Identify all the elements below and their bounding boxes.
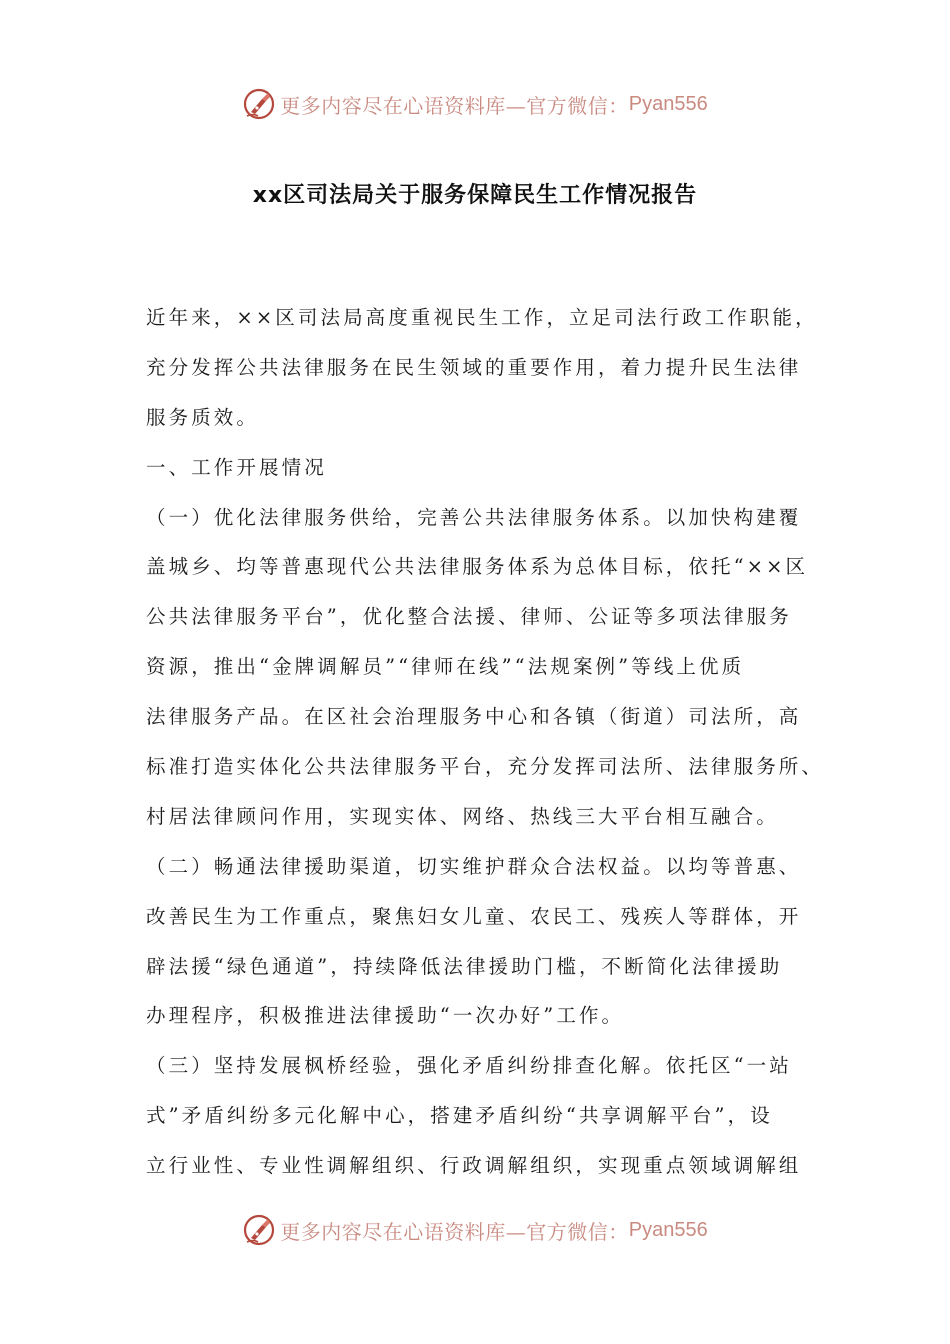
text-line: 村居法律顾问作用，实现实体、网络、热线三大平台相互融合。 (146, 804, 779, 828)
document-body (146, 293, 825, 1191)
document-title: xx区司法局关于服务保障民生工作情况报告 (252, 183, 698, 208)
text-line: 资源，推出“金牌调解员”“律师在线”“法规案例”等线上优质 (146, 655, 745, 679)
watermark-content (242, 87, 707, 121)
text-line: 立行业性、专业性调解组织、行政调解组织，实现重点领域调解组 (146, 1154, 802, 1178)
pen-nib-logo-icon (242, 1213, 276, 1247)
watermark-text: 更多内容尽在心语资料库—官方微信： (280, 1219, 629, 1244)
watermark-text: 更多内容尽在心语资料库—官方微信： (280, 93, 629, 118)
text-line: 近年来，××区司法局高度重视民生工作，立足司法行政工作职能， (146, 306, 818, 329)
text-line: 办理程序，积极推进法律援助“一次办好”工作。 (146, 1004, 625, 1028)
text-line: 法律服务产品。在区社会治理服务中心和各镇（街道）司法所，高 (146, 705, 802, 729)
watermark-wechat-id: Pyan556 (628, 1218, 708, 1241)
text-line: （一）优化法律服务供给，完善公共法律服务体系。以加快构建覆 (146, 505, 802, 529)
text-line: 改善民生为工作重点，聚焦妇女儿童、农民工、残疾人等群体，开 (146, 904, 802, 928)
text-line: 式”矛盾纠纷多元化解中心，搭建矛盾纠纷“共享调解平台”，设 (146, 1104, 773, 1128)
watermark-banner-bottom (0, 1210, 950, 1250)
text-line: （二）畅通法律援助渠道，切实维护群众合法权益。以均等普惠、 (146, 854, 802, 878)
text-line: 充分发挥公共法律服务在民生领域的重要作用，着力提升民生法律 (146, 355, 802, 379)
text-line: （三）坚持发展枫桥经验，强化矛盾纠纷排查化解。依托区“一站 (146, 1054, 792, 1078)
text-line: 标准打造实体化公共法律服务平台，充分发挥司法所、法律服务所、 (146, 755, 825, 779)
text-line: 公共法律服务平台”，优化整合法援、律师、公证等多项法律服务 (146, 605, 792, 629)
watermark-content (242, 1213, 707, 1247)
text-line: 辟法援“绿色通道”，持续降低法律援助门槛，不断简化法律援助 (146, 954, 783, 978)
text-line: 盖城乡、均等普惠现代公共法律服务体系为总体目标，依托“××区 (146, 555, 809, 579)
text-line: 服务质效。 (146, 405, 260, 429)
section-heading: 一、工作开展情况 (146, 455, 327, 479)
watermark-banner-top (0, 84, 950, 124)
watermark-wechat-id: Pyan556 (628, 92, 708, 115)
pen-nib-logo-icon (242, 87, 276, 121)
